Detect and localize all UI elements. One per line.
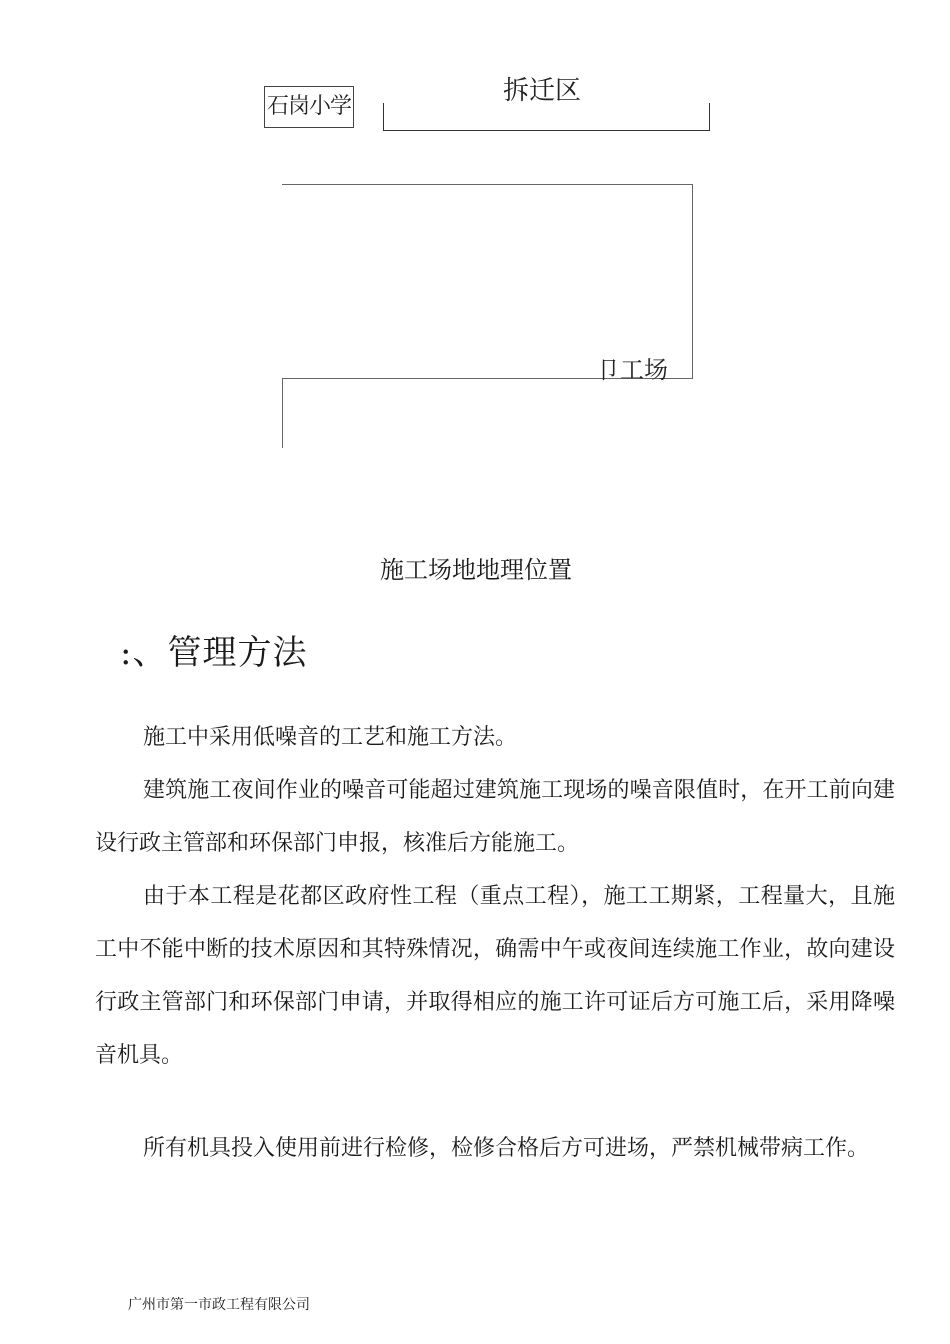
figure-caption: 施工场地地理位置 — [380, 556, 572, 584]
paragraph: 施工中采用低噪音的工艺和施工方法。 — [143, 725, 518, 750]
site-label: 卩工场 — [596, 356, 668, 384]
site-top-border — [282, 184, 693, 185]
site-left-border — [282, 378, 283, 448]
paragraph: 所有机具投入使用前进行检修，检修合格后方可进场，严禁机械带病工作。 — [143, 1136, 870, 1161]
body-text — [95, 711, 895, 1082]
footer-company: 广州市第一市政工程有限公司 — [128, 1297, 310, 1313]
demolition-area-label: 拆迁区 — [503, 76, 582, 106]
section-heading: :、管理方法 — [120, 633, 308, 673]
body-text-2 — [95, 1122, 895, 1175]
demolition-bracket-bottom — [383, 130, 710, 131]
paragraph: 由于本工程是花都区政府性工程（重点工程），施工工期紧，工程量大，且施工中不能中断的技术原因和其特殊情况，确需中午或夜间连续施工作业，故向建设行政主管部门和环保部门申请，并取得相应的施工许可证后方可施工后，采用降噪音机具。 — [95, 884, 895, 1068]
paragraph: 建筑施工夜间作业的噪音可能超过建筑施工现场的噪音限值时，在开工前向建设行政主管部和环保部门申报，核准后方能施工。 — [95, 778, 895, 856]
demolition-bracket-left — [383, 103, 384, 131]
site-right-border — [692, 184, 693, 379]
demolition-bracket-right — [709, 103, 710, 131]
school-label: 石岗小学 — [264, 86, 354, 128]
